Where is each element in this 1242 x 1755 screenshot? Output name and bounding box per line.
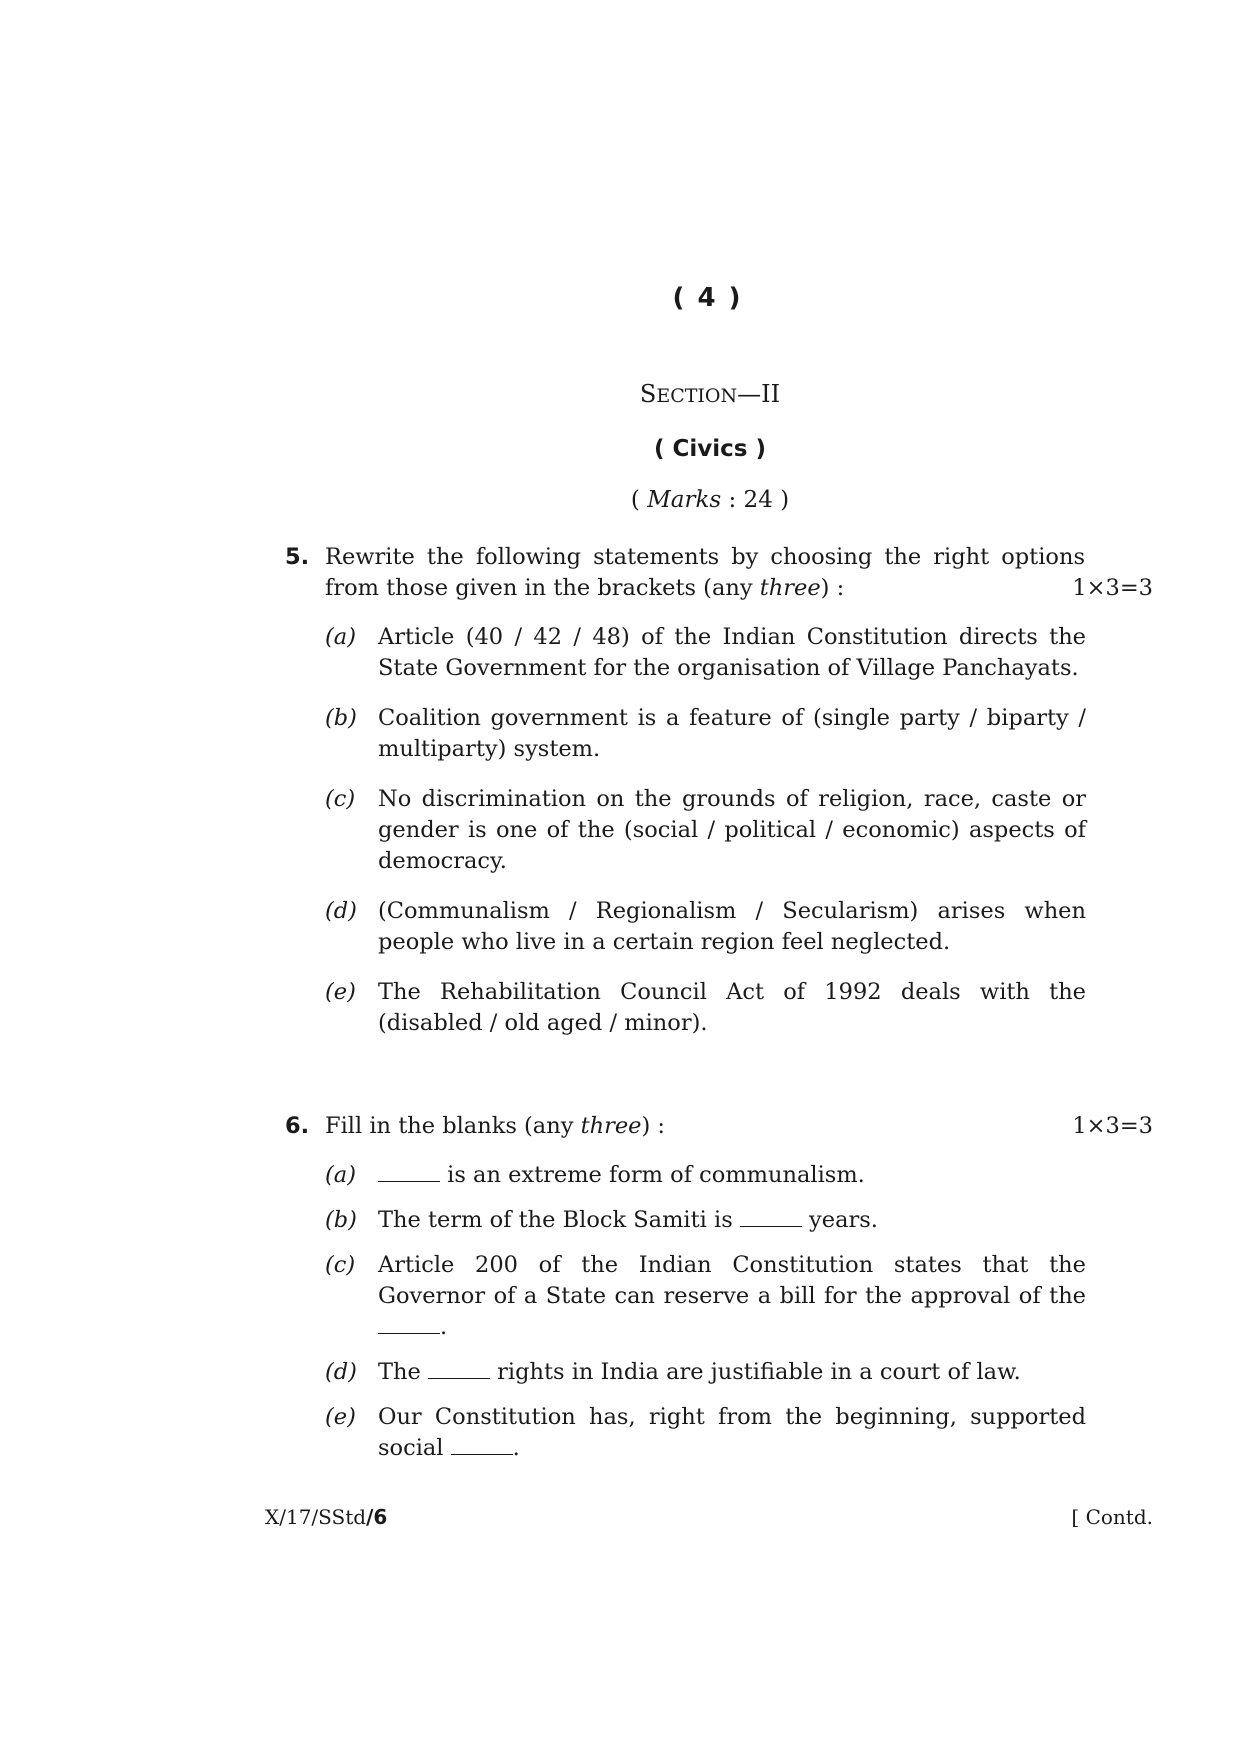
item-text-after: is an extreme form of communalism. [440,1162,865,1188]
list-item [325,1160,1086,1191]
item-label: (b) [325,1207,357,1233]
fill-blank [451,1436,513,1455]
page-number: ( 4 ) [672,283,743,313]
question-text [325,1111,1085,1142]
q5-text-em: three [759,575,821,601]
item-label: (a) [325,624,356,650]
item-text-before: Our Constitution has, right from the beginning, supported social [378,1404,1086,1461]
list-item [325,784,1086,877]
subject-heading: ( Civics ) [653,436,766,462]
fill-blank [378,1315,440,1334]
item-text-after: . [440,1314,448,1340]
marks-open: ( [630,487,648,513]
paper-code-bold: /6 [366,1505,388,1529]
q5-text-a: Rewrite the following statements by choosing the right options from those given in the brackets (any [325,544,1085,601]
item-text: No discrimination on the grounds of religion, race, caste or gender is one of the (social / political / economic) aspects of democracy. [378,786,1086,874]
item-text: Coalition government is a feature of (single party / biparty / multiparty) system. [378,705,1086,762]
question-marks: 1×3=3 [1072,1113,1153,1139]
list-item [325,977,1086,1039]
marks-value: : 24 ) [721,487,790,513]
item-text-before: The [378,1359,428,1385]
list-item [325,703,1086,765]
item-text-before: The term of the Block Samiti is [378,1207,740,1233]
item-text-after: rights in India are justifiable in a court of law. [489,1359,1021,1385]
item-label: (e) [325,979,356,1005]
item-text: (Communalism / Regionalism / Secularism) arises when people who live in a certain region feel neglected. [378,898,1086,955]
q6-text-b: ) : [641,1113,666,1139]
item-text: Article (40 / 42 / 48) of the Indian Constitution directs the State Government for the organisation of Village Panchayats. [378,624,1086,681]
list-item [325,1357,1086,1388]
q6-text-a: Fill in the blanks (any [325,1113,581,1139]
paper-code-text: X/17/SStd [265,1505,367,1529]
section-suffix: —II [737,380,781,408]
question-number: 5. [285,544,310,570]
item-label: (d) [325,898,357,924]
marks-line [0,487,1242,513]
q5-options-list [325,622,1153,1039]
item-label: (e) [325,1404,356,1430]
marks-label: Marks [647,487,722,513]
item-text-after: . [512,1435,520,1461]
item-text: The Rehabilitation Council Act of 1992 deals with the (disabled / old aged / minor). [378,979,1086,1036]
question-text [325,542,1085,604]
item-label: (c) [325,1252,356,1278]
q6-text-em: three [580,1113,642,1139]
item-text-before: Article 200 of the Indian Constitution states that the Governor of a State can reserve a bill for the approval of the [378,1252,1086,1309]
fill-blank [378,1163,440,1182]
q5-text-b: ) : [820,575,845,601]
continued-label: [ Contd. [1071,1505,1153,1529]
paper-code [265,1505,387,1529]
q6-blanks-list [325,1160,1153,1464]
question-marks: 1×3=3 [1072,575,1153,601]
section-title [0,380,1242,408]
list-item [325,1402,1086,1464]
section-smallcaps: ECTION [656,385,738,407]
list-item [325,1205,1086,1236]
item-label: (d) [325,1359,357,1385]
fill-blank [428,1360,490,1379]
item-label: (c) [325,786,356,812]
list-item [325,622,1086,684]
question-5 [285,542,1153,1058]
list-item [325,1250,1086,1343]
section-prefix: S [639,380,657,408]
item-label: (b) [325,705,357,731]
question-number: 6. [285,1113,310,1139]
fill-blank [740,1208,802,1227]
list-item [325,896,1086,958]
question-6 [285,1111,1153,1478]
item-text-after: years. [801,1207,878,1233]
item-label: (a) [325,1162,356,1188]
